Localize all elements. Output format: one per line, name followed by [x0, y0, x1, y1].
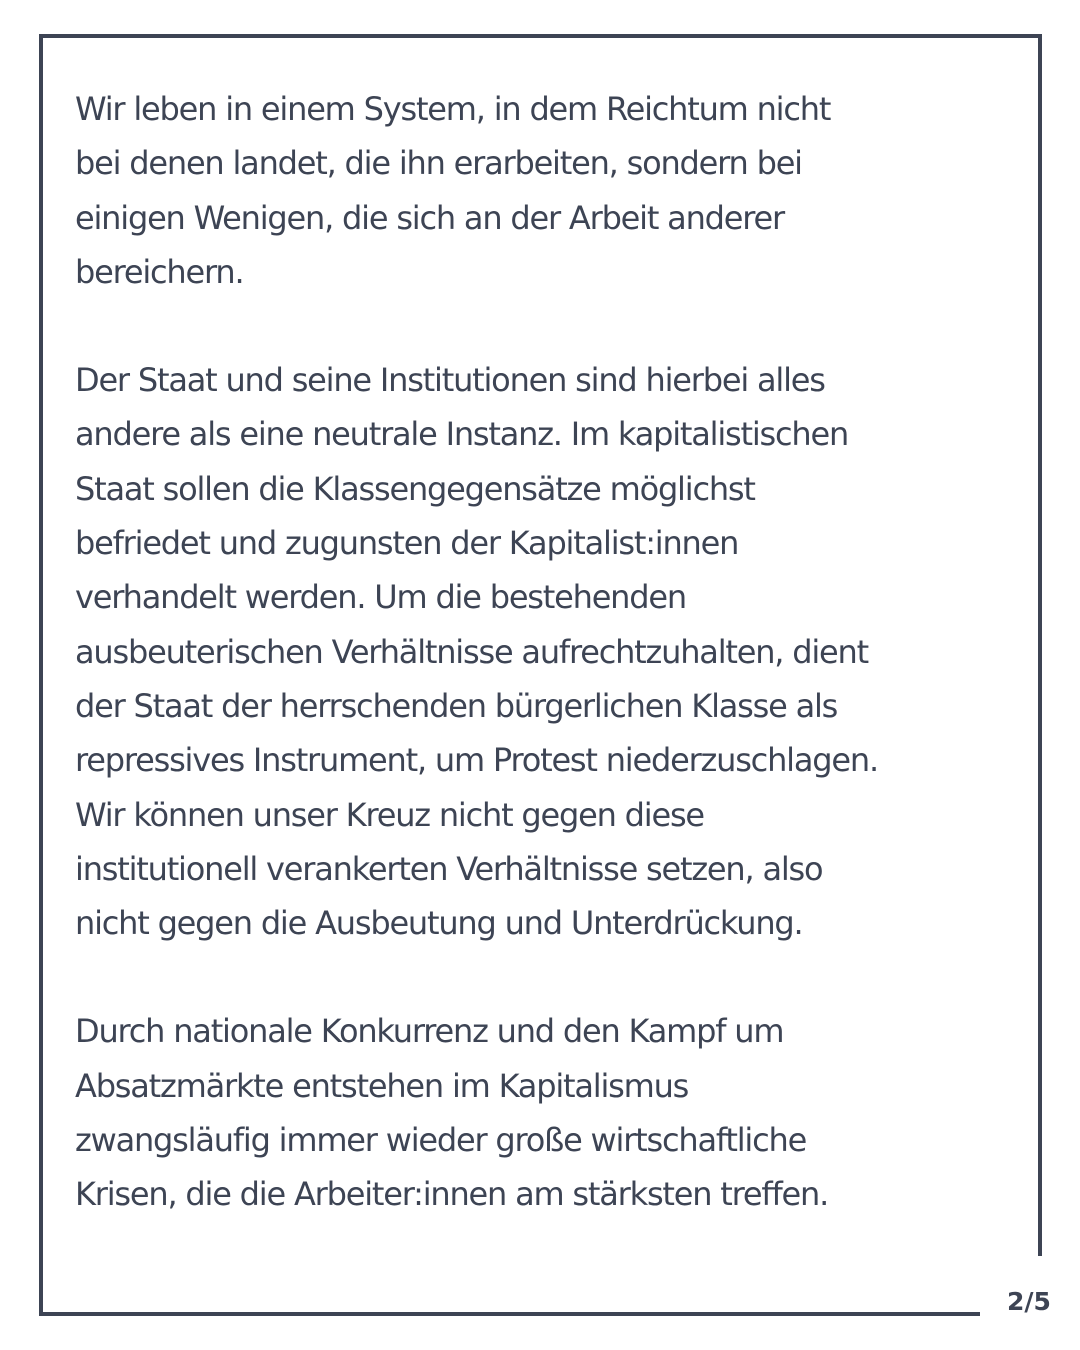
text-line: Wir können unser Kreuz nicht gegen diese: [75, 795, 704, 834]
frame-top-border: [39, 34, 1042, 38]
text-line: andere als eine neutrale Instanz. Im kapitalistischen: [75, 415, 849, 454]
text-line: Staat sollen die Klassengegensätze möglichst: [75, 469, 755, 508]
frame-right-border: [1038, 34, 1042, 1256]
text-line: bereichern.: [75, 252, 244, 291]
page-indicator: 2/5: [1007, 1287, 1051, 1316]
text-line: nicht gegen die Ausbeutung und Unterdrückung.: [75, 904, 803, 943]
text-line: bei denen landet, die ihn erarbeiten, sondern bei: [75, 144, 802, 183]
text-line: befriedet und zugunsten der Kapitalist:innen: [75, 524, 739, 563]
text-line: institutionell verankerten Verhältnisse setzen, also: [75, 849, 823, 888]
paragraph-1: [75, 82, 1020, 299]
text-line: verhandelt werden. Um die bestehenden: [75, 578, 686, 617]
paragraph-2: [75, 353, 1020, 950]
paragraph-3: [75, 1004, 1020, 1221]
text-line: Krisen, die die Arbeiter:innen am stärksten treffen.: [75, 1175, 829, 1214]
text-line: repressives Instrument, um Protest niederzuschlagen.: [75, 741, 878, 780]
text-line: zwangsläufig immer wieder große wirtschaftliche: [75, 1121, 807, 1160]
text-line: Durch nationale Konkurrenz und den Kampf um: [75, 1012, 784, 1051]
text-line: Wir leben in einem System, in dem Reichtum nicht: [75, 90, 831, 128]
text-line: der Staat der herrschenden bürgerlichen Klasse als: [75, 686, 838, 725]
text-line: Der Staat und seine Institutionen sind hierbei alles: [75, 361, 825, 400]
text-line: einigen Wenigen, die sich an der Arbeit anderer: [75, 198, 784, 237]
text-line: ausbeuterischen Verhältnisse aufrechtzuhalten, dient: [75, 632, 868, 671]
text-body: [75, 82, 1020, 1276]
text-line: Absatzmärkte entstehen im Kapitalismus: [75, 1066, 689, 1105]
frame-bottom-border: [39, 1312, 980, 1316]
frame-left-border: [39, 34, 43, 1316]
